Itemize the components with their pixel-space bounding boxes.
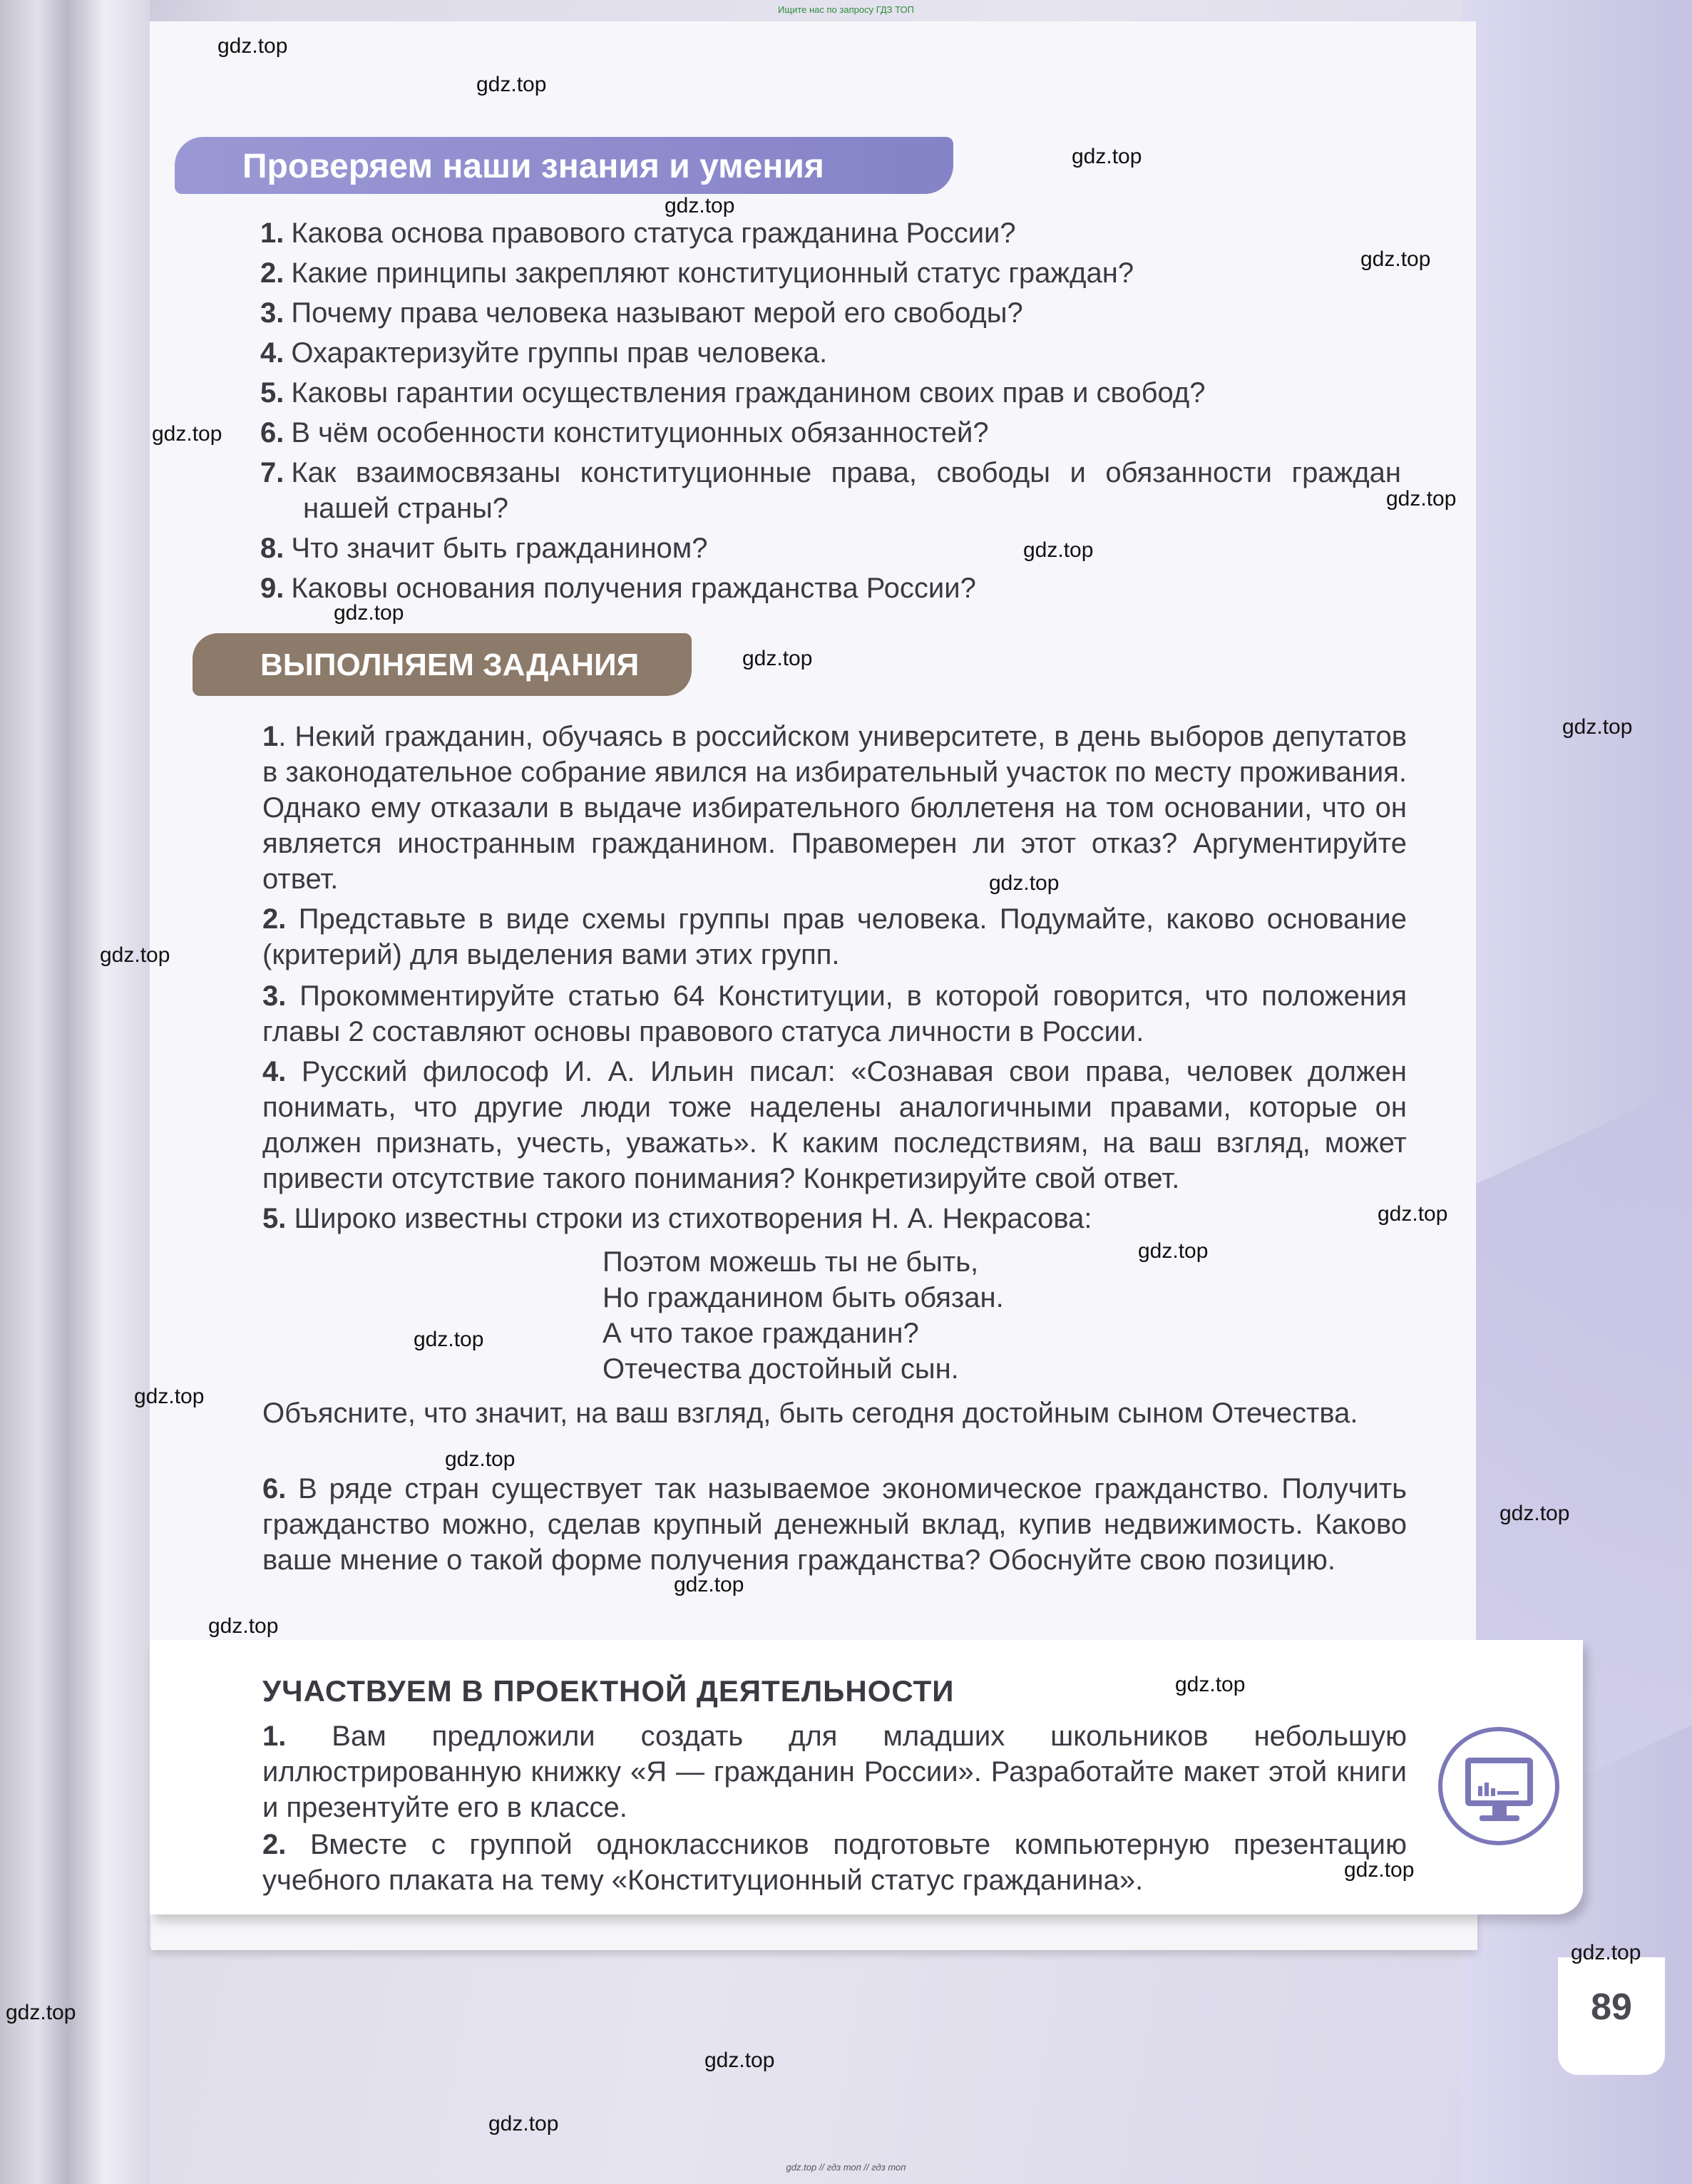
watermark: gdz.top bbox=[1499, 1502, 1570, 1525]
watermark: gdz.top bbox=[1344, 1858, 1415, 1882]
poem-line: Поэтом можешь ты не быть, bbox=[603, 1246, 979, 1278]
tasks-header bbox=[193, 633, 692, 696]
computer-monitor-icon bbox=[1437, 1726, 1562, 1847]
watermark: gdz.top bbox=[134, 1385, 205, 1408]
task-item: 4. Русский философ И. А. Ильин писал: «Сознавая свои права, человек должен понимать, что другие люди тоже наделены аналогичными правами, которые он должен признать, учесть, уважать». К каким последствиям, на ваш взгляд, может привести отсутствие такого понимания? Конкретизируйте свой ответ. bbox=[262, 1056, 1407, 1194]
book-spine bbox=[0, 0, 150, 2184]
question-item: 5. Каковы гарантии осуществления гражданином своих прав и свобод? bbox=[260, 377, 1206, 409]
watermark: gdz.top bbox=[665, 194, 735, 217]
watermark: gdz.top bbox=[6, 2001, 76, 2024]
watermark: gdz.top bbox=[100, 943, 170, 967]
watermark: gdz.top bbox=[1072, 145, 1142, 168]
watermark: gdz.top bbox=[1023, 538, 1094, 562]
watermark: gdz.top bbox=[1175, 1673, 1246, 1696]
watermark: gdz.top bbox=[414, 1328, 484, 1351]
question-item: 6. В чём особенности конституционных обязанностей? bbox=[260, 417, 989, 448]
watermark: gdz.top bbox=[1571, 1941, 1641, 1964]
poem-line: Но гражданином быть обязан. bbox=[603, 1282, 1004, 1313]
question-item: 9. Каковы основания получения гражданства России? bbox=[260, 573, 976, 604]
knowledge-header-text: Проверяем наши знания и умения bbox=[242, 148, 824, 185]
watermark: gdz.top bbox=[488, 2112, 559, 2136]
project-title: УЧАСТВУЕМ В ПРОЕКТНОЙ ДЕЯТЕЛЬНОСТИ bbox=[262, 1674, 955, 1708]
question-item: 7. Как взаимосвязаны конституционные права, свободы и обязанности граждан нашей страны? bbox=[260, 457, 1401, 524]
watermark: gdz.top bbox=[152, 422, 222, 446]
poem-line: А что такое гражданин? bbox=[603, 1318, 919, 1349]
watermark: gdz.top bbox=[1386, 487, 1457, 511]
watermark: gdz.top bbox=[445, 1447, 516, 1471]
question-item: 4. Охарактеризуйте группы прав человека. bbox=[260, 337, 828, 369]
task-after-poem: Объясните, что значит, на ваш взгляд, быть сегодня достойным сыном Отечества. bbox=[262, 1398, 1358, 1429]
watermark: gdz.top bbox=[1562, 715, 1633, 739]
watermark: gdz.top bbox=[1138, 1239, 1209, 1263]
watermark: gdz.top bbox=[334, 601, 404, 625]
watermark: gdz.top bbox=[742, 647, 813, 670]
question-item: 2. Какие принципы закрепляют конституционный статус граждан? bbox=[260, 257, 1134, 289]
top-note: Ищите нас по запросу ГДЗ ТОП bbox=[778, 4, 914, 15]
watermark: gdz.top bbox=[1360, 247, 1431, 271]
watermark: gdz.top bbox=[989, 871, 1060, 895]
question-item: 1. Какова основа правового статуса гражданина России? bbox=[260, 217, 1016, 249]
project-item: 2. Вместе с группой одноклассников подготовьте компьютерную презентацию учебного плаката на тему «Конституционный статус гражданина». bbox=[262, 1829, 1407, 1896]
task-item: 2. Представьте в виде схемы группы прав человека. Подумайте, каково основание (критерий) для выделения вами этих групп. bbox=[262, 903, 1407, 970]
task-item: 5. Широко известны строки из стихотворения Н. А. Некрасова: bbox=[262, 1203, 1092, 1234]
task-item: 3. Прокомментируйте статью 64 Конституции, в которой говорится, что положения главы 2 составляют основы правового статуса личности в России. bbox=[262, 980, 1407, 1047]
knowledge-header bbox=[175, 137, 953, 194]
page-number: 89 bbox=[1591, 1986, 1632, 2028]
question-item: 3. Почему права человека называют мерой его свободы? bbox=[260, 297, 1023, 329]
watermark: gdz.top bbox=[217, 34, 288, 58]
watermark: gdz.top bbox=[674, 1573, 744, 1596]
watermark: gdz.top bbox=[1378, 1202, 1448, 1226]
task-item: 1. Некий гражданин, обучаясь в российском университете, в день выборов депутатов в законодательное собрание явился на избирательный участок по месту проживания. Однако ему отказали в выдаче избирательного бюллетеня на том основании, что он является иностранным гражданином. Правомерен ли этот отказ? Аргументируйте ответ. bbox=[262, 721, 1407, 895]
question-item: 8. Что значит быть гражданином? bbox=[260, 533, 708, 564]
project-box-shadow bbox=[151, 1911, 1477, 1950]
watermark: gdz.top bbox=[476, 73, 547, 96]
poem-line: Отечества достойный сын. bbox=[603, 1353, 959, 1385]
task-item: 6. В ряде стран существует так называемое экономическое гражданство. Получить гражданство можно, сделав крупный денежный вклад, купив недвижимость. Каково ваше мнение о такой форме получения гражданства? Обоснуйте свою позицию. bbox=[262, 1473, 1407, 1576]
project-item: 1. Вам предложили создать для младших школьников небольшую иллюстрированную книжку «Я — гражданин России». Разработайте макет этой книги и презентуйте его в классе. bbox=[262, 1721, 1407, 1823]
watermark: gdz.top bbox=[208, 1614, 279, 1638]
bottom-note: gdz.top // гдз топ // гдз топ bbox=[786, 2162, 906, 2173]
tasks-header-text: ВЫПОЛНЯЕМ ЗАДАНИЯ bbox=[260, 647, 640, 682]
watermark: gdz.top bbox=[704, 2049, 775, 2072]
